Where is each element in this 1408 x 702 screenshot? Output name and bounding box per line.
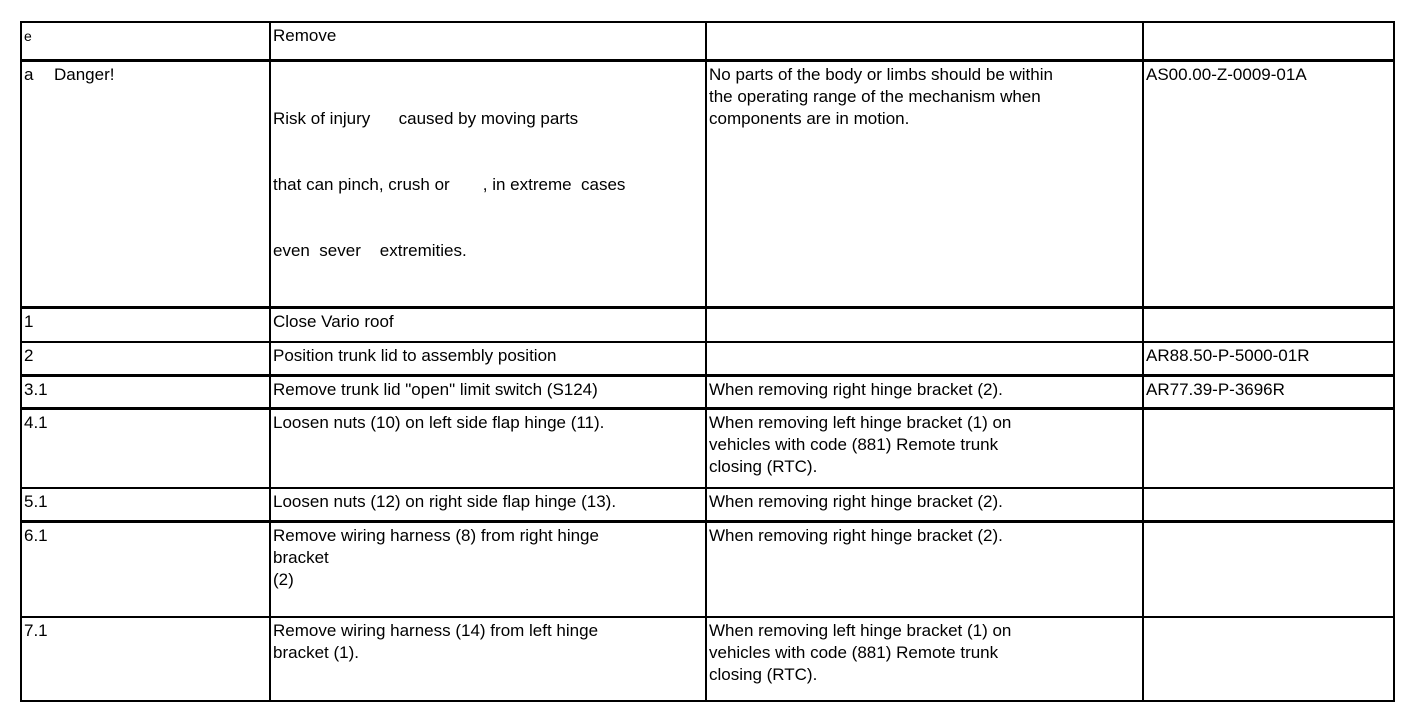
note-line: closing (RTC). (709, 665, 818, 684)
note-line: closing (RTC). (709, 457, 818, 476)
note-cell: When removing right hinge bracket (2). (706, 488, 1143, 522)
action-cell: Position trunk lid to assembly position (270, 342, 706, 376)
note-cell (706, 22, 1143, 61)
note-cell (706, 308, 1143, 343)
ref-cell (1143, 617, 1394, 701)
ref-cell (1143, 522, 1394, 618)
table-row-header (21, 22, 1394, 61)
step-cell: 3.1 (21, 376, 270, 409)
action-line: (2) (273, 570, 294, 589)
note-line: the operating range of the mechanism when (709, 87, 1041, 106)
note-line: components are in motion. (709, 109, 910, 128)
table-row-danger (21, 61, 1394, 308)
step-cell: 1 (21, 308, 270, 343)
danger-step-letter: a (24, 65, 34, 84)
note-line: When removing left hinge bracket (1) on (709, 621, 1012, 640)
note-line: vehicles with code (881) Remote trunk (709, 643, 999, 662)
table-row (21, 617, 1394, 701)
step-cell: 6.1 (21, 522, 270, 618)
action-line: Remove wiring harness (14) from left hinge (273, 621, 599, 640)
danger-line: even sever extremities. (273, 241, 467, 260)
note-line: vehicles with code (881) Remote trunk (709, 435, 999, 454)
step-cell: e (21, 22, 270, 61)
step-cell (21, 61, 270, 308)
note-line: No parts of the body or limbs should be within (709, 65, 1053, 84)
action-cell: Loosen nuts (12) on right side flap hinge (13). (270, 488, 706, 522)
ref-cell: AS00.00-Z-0009-01A (1143, 61, 1394, 308)
table-row (21, 376, 1394, 409)
danger-line: that can pinch, crush or , in extreme cases (273, 175, 626, 194)
table-row (21, 409, 1394, 489)
action-cell (270, 617, 706, 701)
table-row (21, 308, 1394, 343)
action-cell: Remove (270, 22, 706, 61)
action-line: bracket (1). (273, 643, 359, 662)
ref-cell: AR77.39-P-3696R (1143, 376, 1394, 409)
ref-cell (1143, 409, 1394, 489)
action-line: bracket (273, 548, 329, 567)
action-cell: Close Vario roof (270, 308, 706, 343)
danger-line: Risk of injury caused by moving parts (273, 109, 579, 128)
note-cell: When removing right hinge bracket (2). (706, 522, 1143, 618)
step-cell: 4.1 (21, 409, 270, 489)
danger-label: Danger! (54, 65, 115, 84)
step-cell: 5.1 (21, 488, 270, 522)
step-cell: 2 (21, 342, 270, 376)
note-cell (706, 409, 1143, 489)
ref-cell: AR88.50-P-5000-01R (1143, 342, 1394, 376)
note-cell: When removing right hinge bracket (2). (706, 376, 1143, 409)
note-line: When removing left hinge bracket (1) on (709, 413, 1012, 432)
ref-cell (1143, 308, 1394, 343)
action-line: Remove wiring harness (8) from right hinge (273, 526, 599, 545)
action-cell: Remove trunk lid "open" limit switch (S124) (270, 376, 706, 409)
table-row (21, 488, 1394, 522)
step-cell: 7.1 (21, 617, 270, 701)
procedure-table (20, 21, 1395, 702)
action-cell (270, 522, 706, 618)
ref-cell (1143, 488, 1394, 522)
table-row (21, 342, 1394, 376)
table-row (21, 522, 1394, 618)
action-cell: Loosen nuts (10) on left side flap hinge (11). (270, 409, 706, 489)
note-cell (706, 342, 1143, 376)
note-cell (706, 61, 1143, 308)
action-cell (270, 61, 706, 308)
note-cell (706, 617, 1143, 701)
ref-cell (1143, 22, 1394, 61)
